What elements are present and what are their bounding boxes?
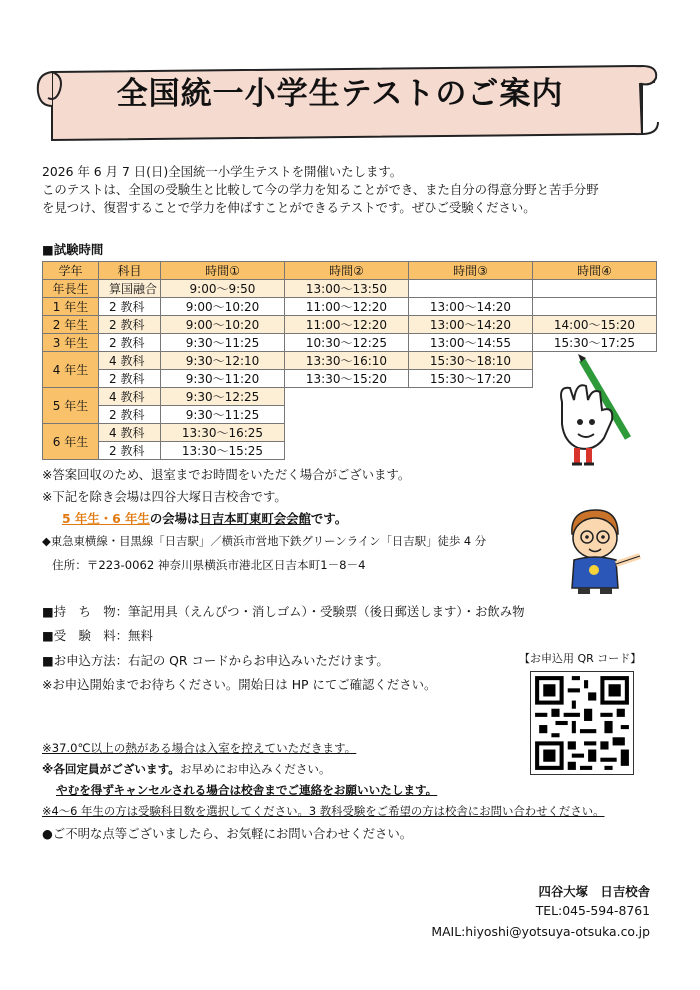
note-fever	[42, 740, 356, 756]
subject-cell: 2 教科	[99, 406, 161, 424]
note-quota	[42, 761, 331, 777]
time-cell: 9:00～9:50	[161, 280, 285, 298]
time-cell: 15:30～17:25	[533, 334, 657, 352]
note-access: ◆東急東横線・目黒線「日吉駅」／横浜市営地下鉄グリーンライン「日吉駅」徒歩 4 分	[42, 534, 487, 548]
time-cell: 9:30～11:20	[161, 370, 285, 388]
grade-cell: 6 年生	[43, 424, 99, 460]
note-venue-special	[62, 509, 347, 527]
footer-tel: TEL:045-594-8761	[535, 903, 650, 918]
note-venue-main: ※下記を除き会場は四谷大塚日吉校舎です。	[42, 489, 287, 504]
grade-cell: 2 年生	[43, 316, 99, 334]
info-items: ■持 ち 物：筆記用具（えんぴつ・消しゴム）・受験票（後日郵送します）・お飲み物	[42, 604, 525, 619]
subject-cell: 2 教科	[99, 298, 161, 316]
time-cell: 15:30～17:20	[409, 370, 533, 388]
header-time-1: 時間①	[161, 262, 285, 280]
venue-mid: の会場は	[149, 511, 200, 526]
time-cell: 13:00～13:50	[285, 280, 409, 298]
boy-mascot-illustration	[560, 504, 644, 596]
venue-name: 日吉本町東町会会館	[199, 511, 311, 526]
note-cancel: やむを得ずキャンセルされる場合は校舎までご連絡をお願いいたします。	[56, 783, 438, 797]
time-cell: 13:30～16:25	[161, 424, 285, 442]
subject-cell: 2 教科	[99, 316, 161, 334]
time-cell: 13:00～14:20	[409, 316, 533, 334]
table-row	[43, 280, 657, 298]
info-fee: ■受 験 料：無料	[42, 628, 153, 643]
time-cell: 13:00～14:55	[409, 334, 533, 352]
fever-text: ※37.0℃以上の熱がある場合は入室を控えていただきます。	[42, 741, 357, 755]
qr-label: 【お申込用 QR コード】	[519, 652, 642, 665]
note-collect: ※答案回収のため、退室までお時間をいただく場合がございます。	[42, 467, 411, 482]
subject-cell: 4 教科	[99, 388, 161, 406]
footer-school: 四谷大塚 日吉校舎	[538, 884, 650, 899]
table-header-row	[43, 262, 657, 280]
note-subjects: ※4～6 年生の方は受験科目数を選択してください。3 教科受験をご希望の方は校舎にお問い合わせください。	[42, 804, 605, 818]
grade-cell: 1 年生	[43, 298, 99, 316]
quota-rest: お早めにお申込みください。	[179, 762, 331, 776]
table-row	[43, 316, 657, 334]
time-cell	[533, 280, 657, 298]
header-time-3: 時間③	[409, 262, 533, 280]
time-cell: 9:00～10:20	[161, 298, 285, 316]
table-row	[43, 298, 657, 316]
intro-line-3: を見つけ、復習することで学力を伸ばすことができるテストです。ぜひご受験ください。	[42, 200, 536, 215]
grade-cell: 3 年生	[43, 334, 99, 352]
note-contact: ●ご不明な点等ございましたら、お気軽にお問い合わせください。	[42, 826, 413, 841]
header-time-4: 時間④	[533, 262, 657, 280]
grade-cell: 年長生	[43, 280, 99, 298]
subject-cell: 2 教科	[99, 334, 161, 352]
intro-line-2: このテストは、全国の受験生と比較して今の学力を知ることができ、また自分の得意分野と苦手分野	[42, 182, 599, 197]
time-cell: 9:30～11:25	[161, 406, 285, 424]
hand-pencil-mascot-illustration	[548, 352, 638, 474]
time-cell: 9:30～12:25	[161, 388, 285, 406]
header-subject: 科目	[99, 262, 161, 280]
time-cell	[409, 280, 533, 298]
subject-cell: 算国融合	[99, 280, 161, 298]
subject-cell: 2 教科	[99, 442, 161, 460]
time-cell: 10:30～12:25	[285, 334, 409, 352]
time-cell: 11:00～12:20	[285, 298, 409, 316]
qr-code-icon[interactable]	[530, 671, 634, 775]
subject-cell: 2 教科	[99, 370, 161, 388]
time-cell: 9:00～10:20	[161, 316, 285, 334]
time-cell: 9:30～11:25	[161, 334, 285, 352]
header-time-2: 時間②	[285, 262, 409, 280]
footer-mail[interactable]: MAIL:hiyoshi@yotsuya-otsuka.co.jp	[431, 924, 650, 939]
subject-cell: 4 教科	[99, 424, 161, 442]
time-cell: 13:30～15:25	[161, 442, 285, 460]
time-cell: 13:30～15:20	[285, 370, 409, 388]
quota-bold: ※各回定員がございます。	[42, 762, 180, 776]
time-cell	[533, 298, 657, 316]
header-grade: 学年	[43, 262, 99, 280]
time-cell: 11:00～12:20	[285, 316, 409, 334]
grade-cell: 5 年生	[43, 388, 99, 424]
venue-grades: 5 年生・6 年生	[62, 511, 150, 526]
venue-end: です。	[310, 511, 348, 526]
table-row	[43, 334, 657, 352]
time-cell: 14:00～15:20	[533, 316, 657, 334]
grade-cell: 4 年生	[43, 352, 99, 388]
intro-line-1: 2026 年 6 月 7 日(日)全国統一小学生テストを開催いたします。	[42, 164, 403, 179]
page-title: 全国統一小学生テストのご案内	[116, 76, 564, 112]
time-cell: 13:00～14:20	[409, 298, 533, 316]
time-cell: 15:30～18:10	[409, 352, 533, 370]
note-address: 住所：〒223-0062 神奈川県横浜市港北区日吉本町1－8－4	[52, 558, 366, 572]
time-cell: 13:30～16:10	[285, 352, 409, 370]
time-cell: 9:30～12:10	[161, 352, 285, 370]
subject-cell: 4 教科	[99, 352, 161, 370]
info-apply-note: ※お申込開始までお待ちください。開始日は HP にてご確認ください。	[42, 677, 437, 692]
info-apply: ■お申込方法：右記の QR コードからお申込みいただけます。	[42, 653, 389, 668]
schedule-heading: ■試験時間	[42, 242, 104, 257]
